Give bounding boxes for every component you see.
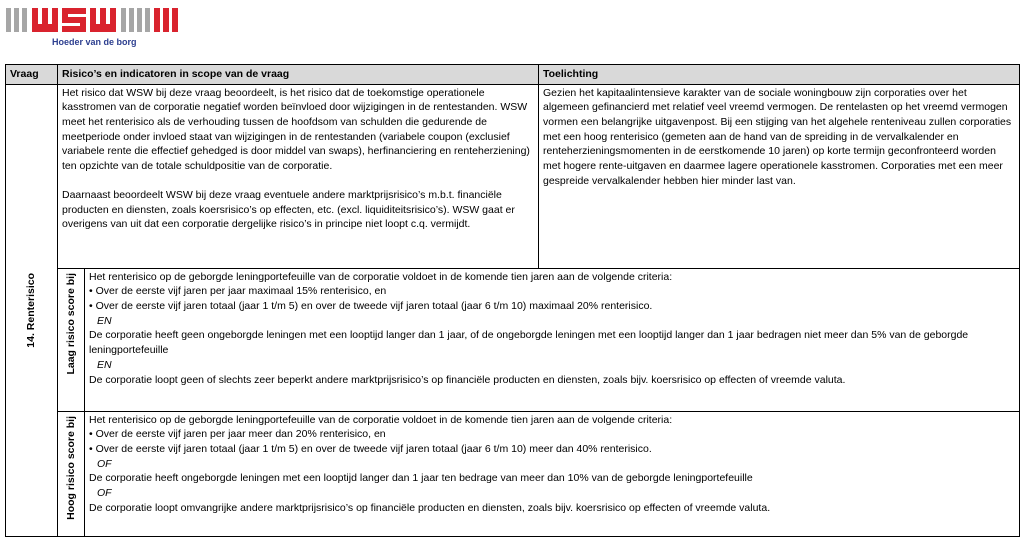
hoog-conjunction-1: OF [97,457,112,470]
laag-bullet-2: • Over de eerste vijf jaren totaal (jaar 1 t/m 5) en over de tweede vijf jaren totaal (jaar 6 t/m 10) maximaal 20% renterisico. [89,299,1015,314]
laag-conjunction-1: EN [97,314,112,327]
hoog-label: Hoog risico score bij [64,415,77,520]
description-para-1: Het risico dat WSW bij deze vraag beoordeelt, is het risico dat de toekomstige operationele kasstromen van de corporatie negatief worden beïnvloed door wijzigingen in de rentestanden. WSW meet het renterisico als de verhouding tussen de hoofdsom van schulden die gedurende de meetperiode onder invloed staat van wijzigingen in de rentestanden (variabele coupon (exclusief variabele rente die effectief gehedged is door middel van swaps), herfinanciering en renteherziening) ten opzichte van de totale schuldpositie van de corporatie. [62,86,530,173]
laag-conjunction-2: EN [97,358,112,371]
hoog-intro: Het renterisico op de geborgde leningportefeuille van de corporatie voldoet in de komende tien jaren aan de volgende criteria: [89,413,673,426]
logo-tagline: Hoeder van de borg [52,37,137,47]
laag-label-cell [58,268,85,411]
header-risicos: Risico’s en indicatoren in scope van de vraag [58,65,539,85]
toelichting-cell: Gezien het kapitaalintensieve karakter van de sociale woningbouw zijn corporaties over het algemeen gefinancierd met relatief veel vreemd vermogen. De rentelasten op het vreemd vermogen vormen een belangrijke uitgavenpost. Bij een stijging van het algehele renteniveau zullen corporaties met een hoog renterisico (gemeten aan de hand van de spreiding in de vervalkalender en renteherzieningsmomenten in de eerstkomende 10 jaren) op korte termijn geconfronteerd worden met hogere rente-uitgaven en daarmee lagere operationele kasstromen. Corporaties met een meer gespreide vervalkalender hebben hier minder last van. [539,84,1020,268]
hoog-line-2: De corporatie heeft ongeborgde leningen met een looptijd langer dan 1 jaar ten bedrage van meer dan 10% van de geborgde leningportefeuille [89,472,753,485]
header-vraag: Vraag [6,65,58,85]
laag-intro: Het renterisico op de geborgde leningportefeuille van de corporatie voldoet in de komende tien jaren aan de volgende criteria: [89,270,673,283]
hoog-conjunction-2: OF [97,487,112,500]
wsw-logo-mark [4,4,184,36]
header-row [6,65,1020,85]
hoog-bullet-2: • Over de eerste vijf jaren totaal (jaar 1 t/m 5) en over de tweede vijf jaren totaal (jaar 6 t/m 10) meer dan 40% renterisico. [89,442,1015,457]
hoog-criteria-cell [85,411,1020,536]
description-cell [58,84,539,268]
question-label: 14. Renterisico [25,272,38,348]
hoog-line-3: De corporatie loopt omvangrijke andere marktprijsrisico’s op financiële producten en diensten, zoals bijv. koersrisico op effecten of vreemde valuta. [89,501,771,514]
hoog-label-cell [58,411,85,536]
laag-row [6,268,1020,411]
hoog-row [6,411,1020,536]
laag-bullet-1: • Over de eerste vijf jaren per jaar maximaal 15% renterisico, en [89,284,1015,299]
laag-criteria-cell [85,268,1020,411]
description-para-2: Daarnaast beoordeelt WSW bij deze vraag eventuele andere marktprijsrisico’s m.b.t. financiële producten en diensten, zoals koersrisico’s op effecten, etc. (excl. liquiditeitsrisico’s). WSW gaat er overigens van uit dat een corporatie dergelijke risico’s in principe niet loopt c.q. vermijdt. [62,188,515,231]
laag-line-3: De corporatie loopt geen of slechts zeer beperkt andere marktprijsrisico’s op financiële producten en diensten, zoals bijv. koersrisico op effecten of vreemde valuta. [89,373,846,386]
hoog-bullet-1: • Over de eerste vijf jaren per jaar meer dan 20% renterisico, en [89,427,1015,442]
header-toelichting: Toelichting [539,65,1020,85]
description-row [6,84,1020,268]
laag-label: Laag risico score bij [64,272,77,375]
wsw-logo [4,4,194,52]
laag-line-2: De corporatie heeft geen ongeborgde leningen met een looptijd langer dan 1 jaar, of de ongeborgde leningen met een looptijd langer dan 1 jaar bedragen niet meer dan 5% van de geborgde leningportefeuille [89,329,969,357]
risk-table [5,64,1020,537]
question-cell [6,84,58,536]
